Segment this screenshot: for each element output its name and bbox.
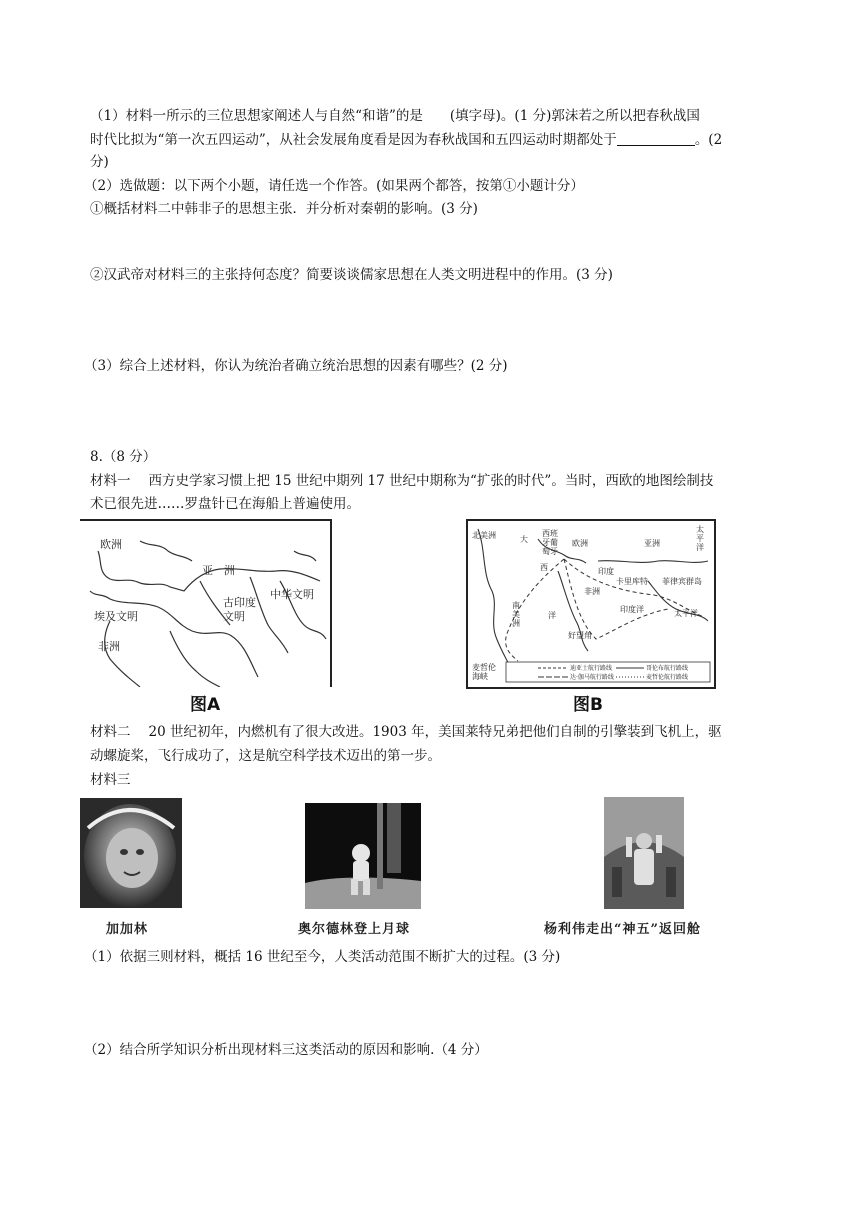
label-north-america: 北美洲: [472, 531, 496, 540]
label-south-america: 南美洲: [512, 601, 520, 628]
map-a-caption: 图A: [190, 695, 221, 715]
map-a: [80, 519, 332, 687]
label-ancient-india-2: 文明: [223, 610, 245, 623]
q7-part2-option1: ①概括材料二中韩非子的思想主张．并分析对秦朝的影响。(3 分): [90, 201, 478, 217]
label-ancient-india: 古印度: [223, 596, 256, 609]
legend-dias: 迪亚士航行路线: [570, 665, 613, 672]
caption-yang-liwei: 杨利伟走出“神五”返回舱: [544, 922, 701, 937]
label-chinese-civilization: 中华文明: [270, 588, 314, 601]
q8-header: 8.（8 分）: [90, 449, 157, 465]
label-yang: 洋: [548, 611, 556, 620]
legend-da-gama: 达·伽马航行路线: [570, 674, 614, 681]
label-calicut: 卡里库特: [616, 577, 648, 586]
label-spain-portugal: 西班牙葡萄牙: [542, 529, 558, 556]
q7-part2-instruction: （2）选做题：以下两个小题，请任选一个作答。(如果两个都答，按第①小题计分）: [84, 178, 584, 194]
label-magellan-strait: 麦哲伦海峡: [472, 663, 496, 681]
q8-material1-line1: [90, 471, 713, 491]
astronaut-portrait-icon: [80, 798, 182, 908]
q7-part3: （3）综合上述材料，你认为统治者确立统治思想的因素有哪些？(2 分): [84, 358, 508, 374]
q8-material2-line2: 动螺旋桨，飞行成功了，这是航空科学技术迈出的第一步。: [90, 748, 441, 764]
material2-text: 20 世纪初年，内燃机有了很大改进。1903 年，美国莱特兄弟把他们自制的引擎装到飞机上，驱: [148, 724, 722, 740]
material2-label: 材料二: [90, 724, 131, 740]
q8-material3-label: 材料三: [90, 772, 131, 788]
q7-part1-line2-text: 时代比拟为“第一次五四运动”，从社会发展角度看是因为春秋战国和五四运动时期都处于: [90, 132, 617, 148]
label-asia-b: 亚洲: [644, 539, 660, 548]
q7-part1-line2: [90, 130, 722, 150]
photo-yang-liwei: [604, 797, 684, 909]
label-india-b: 印度: [598, 567, 614, 576]
label-africa: 非洲: [98, 640, 120, 653]
map-b-caption: 图B: [573, 695, 603, 715]
label-europe: 欧洲: [100, 538, 122, 551]
label-africa-b: 非洲: [584, 587, 600, 596]
q8-material2-line1: [90, 722, 722, 742]
q7-part2-option2: ②汉武帝对材料三的主张持何态度？简要谈谈儒家思想在人类文明进程中的作用。(3 分): [90, 267, 613, 283]
answer-blank: [617, 131, 695, 146]
q7-part1-line2-tail: 。(2: [694, 132, 723, 148]
q8-question2: （2）结合所学知识分析出现材料三这类活动的原因和影响.（4 分）: [84, 1042, 488, 1058]
legend-magellan: 麦哲伦航行路线: [646, 674, 689, 681]
label-xi: 西: [540, 563, 548, 572]
legend-columbus: 哥伦布航行路线: [646, 665, 689, 672]
label-europe-b: 欧洲: [572, 539, 588, 548]
label-philippines: 菲律宾群岛: [662, 577, 702, 586]
caption-aldrin: 奥尔德林登上月球: [298, 922, 411, 937]
label-pacific-south: 太平洋: [674, 609, 698, 618]
label-egyptian-civilization: 埃及文明: [94, 610, 138, 623]
capsule-exit-icon: [604, 797, 684, 909]
label-asia: 亚 洲: [202, 564, 235, 577]
label-da: 大: [520, 535, 528, 544]
caption-gagarin: 加加林: [106, 922, 149, 937]
map-b: [466, 519, 716, 689]
q7-part1-line1: （1）材料一所示的三位思想家阐述人与自然“和谐”的是 (填字母)。(1 分)郭沫若之所以把春秋战国: [90, 108, 700, 124]
moon-landing-icon: [305, 803, 421, 909]
q7-part1-line3: 分): [90, 154, 109, 170]
photo-gagarin: [80, 798, 182, 908]
map-b-outline: [468, 521, 714, 687]
material1-label: 材料一: [90, 473, 131, 489]
material1-text: 西方史学家习惯上把 15 世纪中期列 17 世纪中期称为“扩张的时代”。当时，西欧的地图绘制技: [148, 473, 714, 489]
label-cape-of-good-hope: 好望角: [568, 631, 592, 640]
q8-question1: （1）依据三则材料，概括 16 世纪至今，人类活动范围不断扩大的过程。(3 分): [84, 949, 561, 965]
label-pacific-north: 太平洋: [696, 525, 704, 552]
photo-aldrin: [305, 803, 421, 909]
label-indian-ocean: 印度洋: [620, 605, 644, 614]
q8-material1-line2: 术已很先进……罗盘针已在海船上普遍使用。: [90, 496, 360, 512]
